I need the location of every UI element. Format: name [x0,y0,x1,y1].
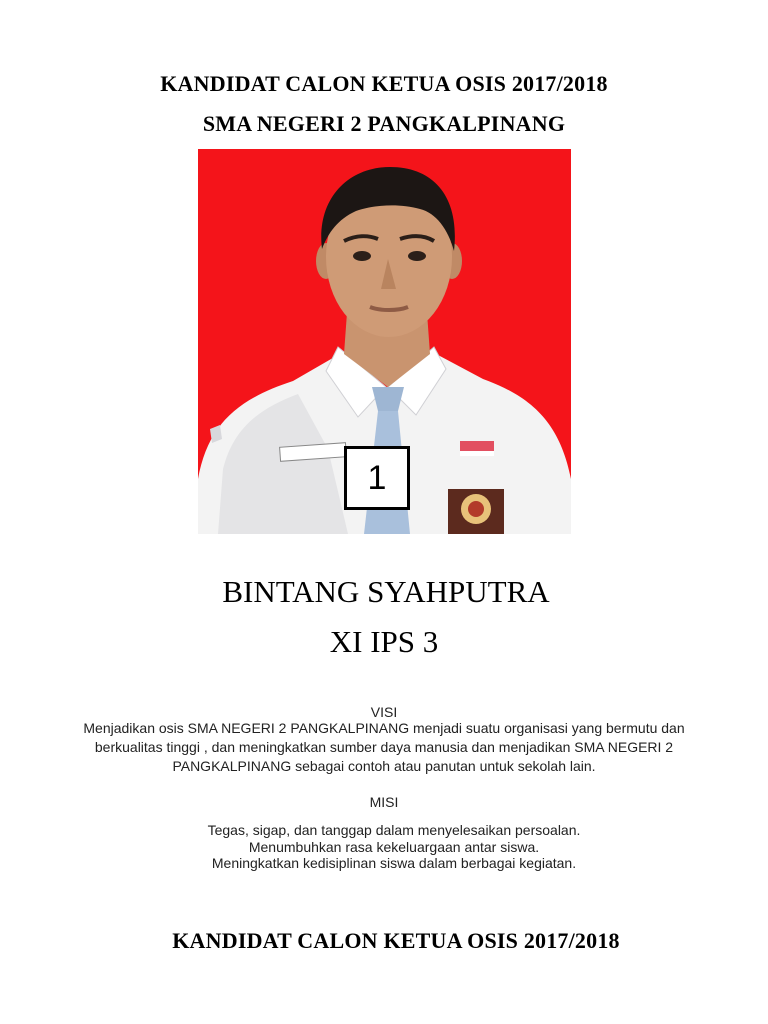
school-name: SMA NEGERI 2 PANGKALPINANG [202,111,566,136]
misi-item: Menumbuhkan rasa kekeluargaan antar siswa. [248,838,540,855]
candidate-name: BINTANG SYAHPUTRA [222,574,550,609]
candidate-number-badge: 1 [344,446,410,510]
misi-list [0,822,768,872]
visi-text: Menjadikan osis SMA NEGERI 2 PANGKALPINANG menjadi suatu organisasi yang bermutu dan berkualitas tinggi , dan meningkatkan sumber daya manusia dan menjadikan SMA NEGERI 2 PANGKALPINANG sebagai contoh atau panutan untuk sekolah lain. [83,720,685,774]
footer-title: KANDIDAT CALON KETUA OSIS 2017/2018 [172,928,620,953]
misi-item: Tegas, sigap, dan tanggap dalam menyelesaikan persoalan. [207,822,581,838]
visi-heading: VISI [370,704,398,720]
misi-heading: MISI [369,794,399,810]
misi-item: Meningkatkan kedisiplinan siswa dalam berbagai kegiatan. [211,855,577,871]
page-title: KANDIDAT CALON KETUA OSIS 2017/2018 [160,71,608,96]
candidate-class: XI IPS 3 [329,624,439,659]
